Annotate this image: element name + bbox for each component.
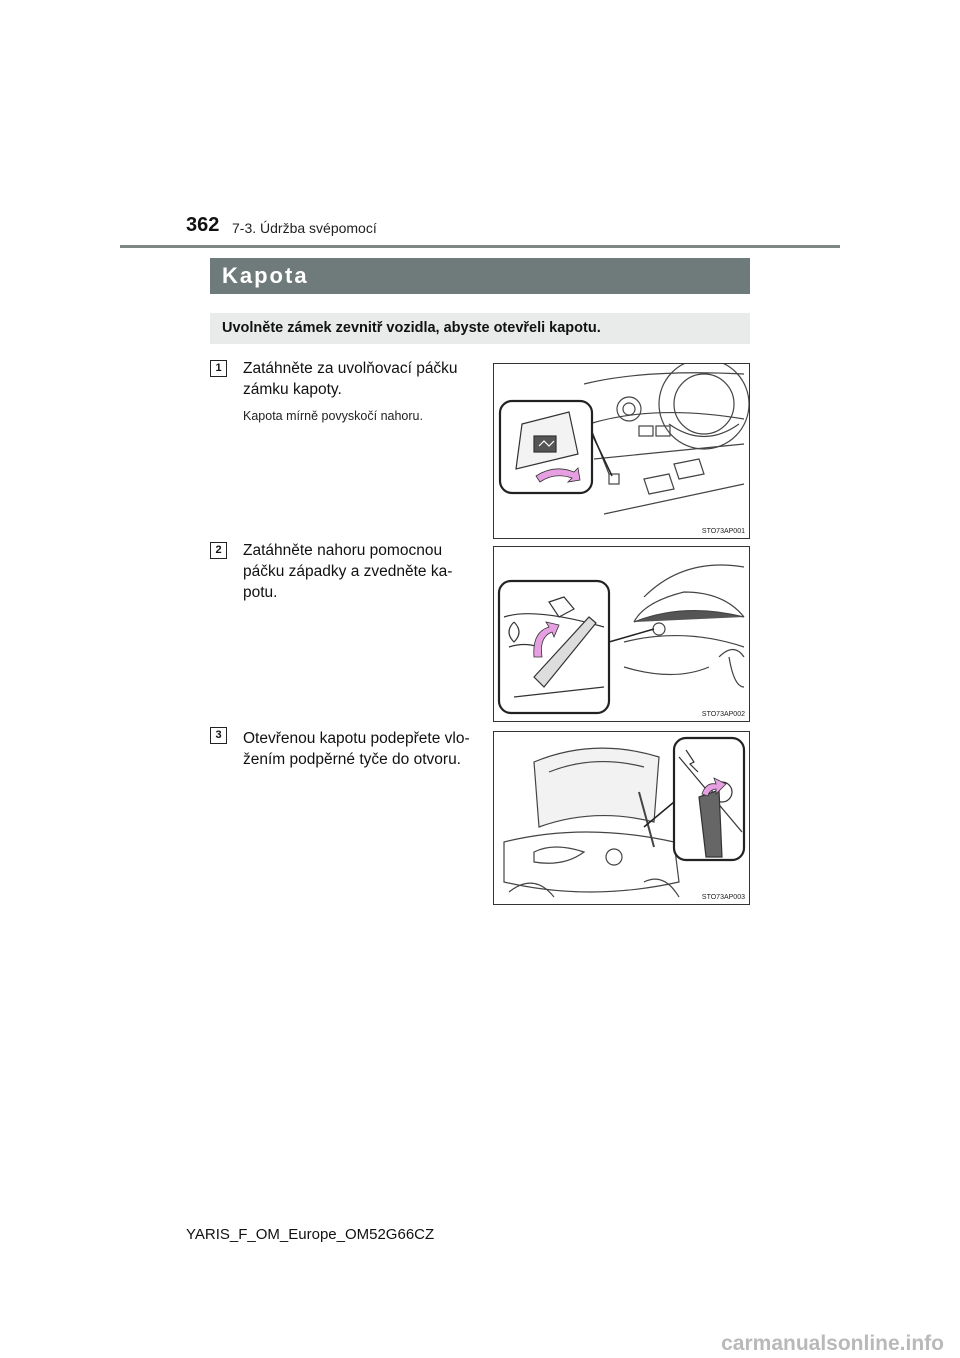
- page-title: Kapota: [222, 263, 309, 288]
- figure-support-rod: [493, 731, 750, 905]
- step-3-line-1: Otevřenou kapotu podepřete vlo-: [243, 730, 470, 747]
- section-title: 7-3. Údržba svépomocí: [232, 220, 377, 236]
- step-1-number: 1: [210, 360, 227, 377]
- title-bar: [210, 258, 750, 294]
- header-rule: [120, 245, 840, 248]
- step-2-line-1: Zatáhněte nahoru pomocnou: [243, 542, 443, 559]
- step-1-line-2: zámku kapoty.: [243, 381, 342, 398]
- figure-code: STO73AP002: [701, 711, 745, 718]
- step-2-line-3: potu.: [243, 584, 278, 601]
- hood-release-lever-illustration: [494, 364, 749, 538]
- subtitle: Uvolněte zámek zevnitř vozidla, abyste otevřeli kapotu.: [222, 320, 601, 336]
- subtitle-bar: [210, 313, 750, 344]
- step-1-note: Kapota mírně povyskočí nahoru.: [243, 409, 423, 423]
- figure-hood-release-lever: [493, 363, 750, 539]
- step-3-line-2: žením podpěrné tyče do otvoru.: [243, 751, 461, 768]
- document-id: YARIS_F_OM_Europe_OM52G66CZ: [186, 1226, 435, 1243]
- step-2-text: [243, 540, 477, 603]
- page-number: 362: [186, 214, 220, 236]
- step-3-number: 3: [210, 727, 227, 744]
- support-rod-illustration: [494, 732, 749, 904]
- step-2-number: 2: [210, 542, 227, 559]
- step-1-text: [243, 358, 477, 400]
- figure-hood-latch: [493, 546, 750, 722]
- watermark: carmanualsonline.info: [721, 1332, 944, 1355]
- figure-code: STO73AP001: [701, 528, 745, 535]
- step-3-text: [243, 728, 493, 770]
- step-1-line-1: Zatáhněte za uvolňovací páčku: [243, 360, 458, 377]
- hood-latch-illustration: [494, 547, 749, 721]
- figure-code: STO73AP003: [701, 894, 745, 901]
- step-2-line-2: páčku západky a zvedněte ka-: [243, 563, 453, 580]
